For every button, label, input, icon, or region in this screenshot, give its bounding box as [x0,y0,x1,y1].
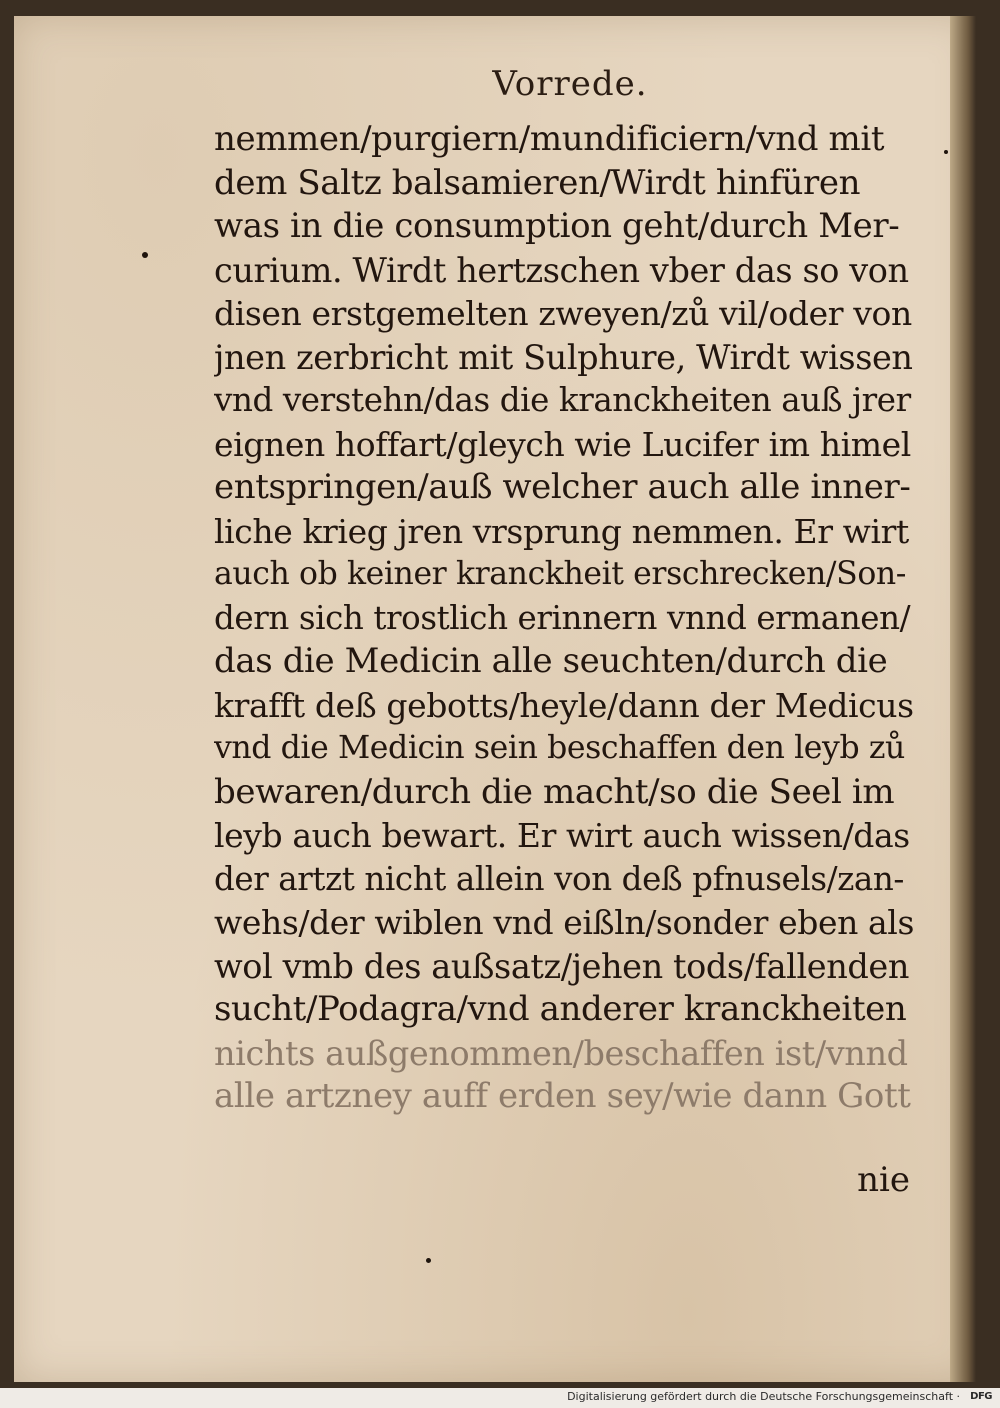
text-line: wehs/der wiblen vnd eißln/sonder eben als [214,903,914,942]
text-line: leyb auch bewart. Er wirt auch wissen/das [214,816,910,855]
text-line: krafft deß gebotts/heyle/dann der Medicus [214,685,914,725]
text-line: entspringen/auß welcher auch alle inner- [214,467,911,507]
text-line: vnd verstehn/das die kranckheiten auß jrer [214,381,911,419]
text-line-faded: nichts außgenommen/beschaffen ist/vnnd [214,1033,908,1073]
text-line: dern sich trostlich erinnern vnnd ermanen/ [214,598,911,637]
running-head: Vorrede. [492,64,648,104]
ink-speck [944,150,948,154]
page-spine-shadow [950,16,976,1382]
text-line: sucht/Podagra/vnd anderer kranckheiten [214,989,907,1029]
catchword: nie [857,1160,910,1200]
text-line: disen erstgemelten zweyen/zů vil/oder von [214,294,912,333]
text-line: curium. Wirdt hertzschen vber das so von [214,250,909,290]
dfg-logo-icon: DFG [970,1391,992,1402]
ink-speck [426,1258,431,1263]
text-line-faded: alle artzney auff erden sey/wie dann Gott [214,1076,911,1116]
ink-speck [142,252,148,258]
text-line: vnd die Medicin sein beschaffen den leyb zů [214,730,905,766]
text-line: der artzt nicht allein von deß pfnusels/zan- [214,859,905,898]
text-line: das die Medicin alle seuchten/durch die [214,641,888,681]
text-line: jnen zerbricht mit Sulphure, Wirdt wissen [214,337,913,377]
text-line: eignen hoffart/gleych wie Lucifer im himel [214,424,911,464]
text-line: liche krieg jren vrsprung nemmen. Er wirt [214,511,909,551]
text-line: nemmen/purgiern/mundificiern/vnd mit [214,119,885,159]
text-line: was in die consumption geht/durch Mer- [214,206,900,246]
body-text [214,118,914,1119]
text-line: wol vmb des außsatz/jehen tods/fallenden [214,946,910,986]
text-line: dem Saltz balsamieren/Wirdt hinfüren [214,162,861,203]
text-line: bewaren/durch die macht/so die Seel im [214,771,895,812]
funding-credit: Digitalisierung gefördert durch die Deutsche Forschungsgemeinschaft · [567,1390,960,1403]
text-line: auch ob keiner kranckheit erschrecken/Son- [214,556,907,592]
footer-bar [0,1388,1000,1408]
